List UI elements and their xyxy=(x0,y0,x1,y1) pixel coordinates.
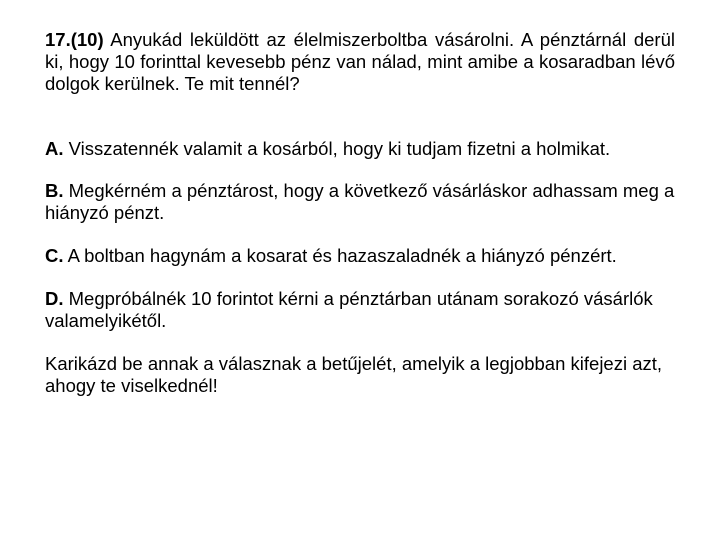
question-points: (10) xyxy=(70,29,104,50)
option-d-text: Megpróbálnék 10 forintot kérni a pénztárban utánam sorakozó vásárlók valamelyikétől. xyxy=(45,288,653,331)
option-a-text: Visszatennék valamit a kosárból, hogy ki tudjam fizetni a holmikat. xyxy=(68,138,611,159)
spacer xyxy=(45,267,675,288)
option-b-letter: B. xyxy=(45,180,64,201)
spacer xyxy=(45,224,675,245)
spacer xyxy=(45,160,675,180)
question-text: Anyukád leküldött az élelmiszerboltba vásárolni. A pénztárnál derül ki, hogy 10 forinttal kevesebb pénz van nálad, mint amibe a kosaradban lévő dolgok kerülnek. Te mit tennél? xyxy=(45,29,675,94)
instruction-text: Karikázd be annak a válasznak a betűjelét, amelyik a legjobban kifejezi azt, ahogy te viselkednél! xyxy=(45,353,663,396)
question-slide xyxy=(45,29,675,397)
option-c-letter: C. xyxy=(45,245,64,266)
option-d-letter: D. xyxy=(45,288,64,309)
spacer xyxy=(45,332,675,353)
option-a-letter: A. xyxy=(45,138,64,159)
option-c-text: A boltban hagynám a kosarat és hazaszaladnék a hiányzó pénzért. xyxy=(67,245,617,266)
question-paragraph xyxy=(45,29,675,95)
option-b xyxy=(45,180,675,224)
spacer xyxy=(45,95,675,138)
option-a xyxy=(45,138,675,160)
question-number: 17. xyxy=(45,29,71,50)
option-b-text: Megkérném a pénztárost, hogy a következő vásárláskor adhassam meg a hiányzó pénzt. xyxy=(45,180,675,223)
option-c xyxy=(45,245,675,267)
option-d xyxy=(45,288,675,332)
